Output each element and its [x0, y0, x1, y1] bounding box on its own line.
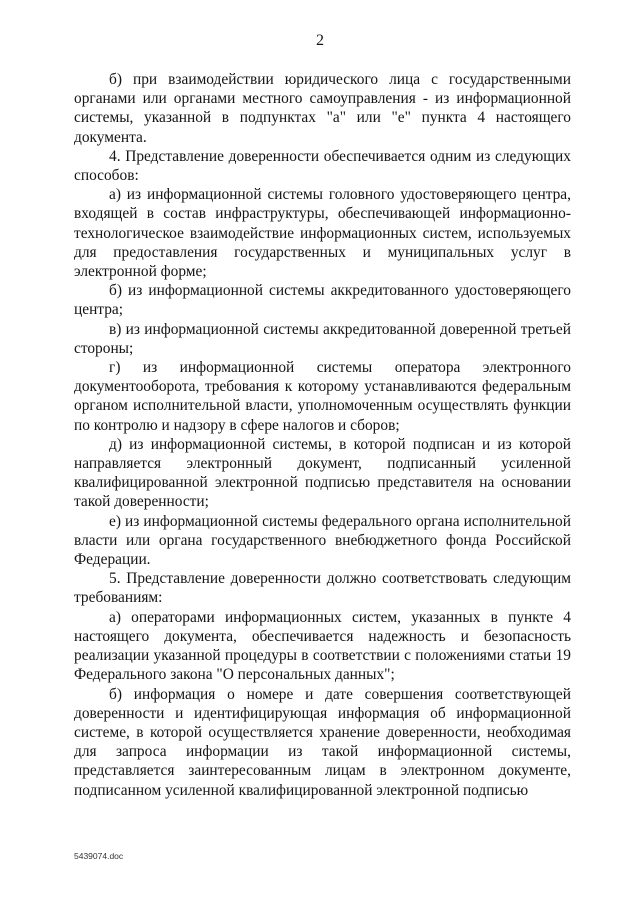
paragraph-5a: а) операторами информационных систем, указанных в пункте 4 настоящего документа, обеспечивается надежность и безопасность реализации указанной процедуры в соответствии с положениями статьи 19 Федерального закона "О персональных данных";	[74, 608, 571, 684]
paragraph-4g: г) из информационной системы оператора электронного документооборота, требования к которому устанавливаются федеральным органом исполнительной власти, уполномоченным осуществлять функции по контролю и надзору в сфере налогов и сборов;	[74, 359, 571, 434]
document-body	[74, 70, 571, 800]
paragraph-4d: д) из информационной системы, в которой подписан и из которой направляется электронный документ, подписанный усиленной квалифицированной электронной подписью представителя на основании такой доверенности;	[74, 435, 571, 511]
page-number: 2	[316, 32, 324, 49]
paragraph-4a: а) из информационной системы головного удостоверяющего центра, входящей в состав инфраструктуры, обеспечивающей информационно-технологическое взаимодействие информационных систем, используемых для предоставления государственных и муниципальных услуг в электронной форме;	[74, 186, 571, 281]
paragraph-4e: е) из информационной системы федерального органа исполнительной власти или органа государственного внебюджетного фонда Российской Федерации.	[74, 512, 571, 569]
paragraph-item-4: 4. Представление доверенности обеспечивается одним из следующих способов:	[74, 147, 571, 185]
paragraph-5b: б) информация о номере и дате совершения соответствующей доверенности и идентифицирующая информация об информационной системе, в которой осуществляется хранение доверенности, необходимая для запроса информации из такой информационной системы, представляется заинтересованным лицам в электронном документе, подписанном усиленной квалифицированной электронной подписью	[74, 685, 571, 799]
paragraph-item-5: 5. Представление доверенности должно соответствовать следующим требованиям:	[74, 570, 571, 607]
paragraph-4v: в) из информационной системы аккредитованной доверенной третьей стороны;	[74, 320, 571, 357]
paragraph-4b: б) из информационной системы аккредитованного удостоверяющего центра;	[74, 282, 571, 319]
paragraph-5b-1: б) при взаимодействии юридического лица с государственными органами или органами местного самоуправления - из информационной системы, указанной в подпунктах "а" или "е" пункта 4 настоящего документа.	[74, 71, 571, 146]
file-name-footer: 5439074.doc	[74, 851, 124, 861]
